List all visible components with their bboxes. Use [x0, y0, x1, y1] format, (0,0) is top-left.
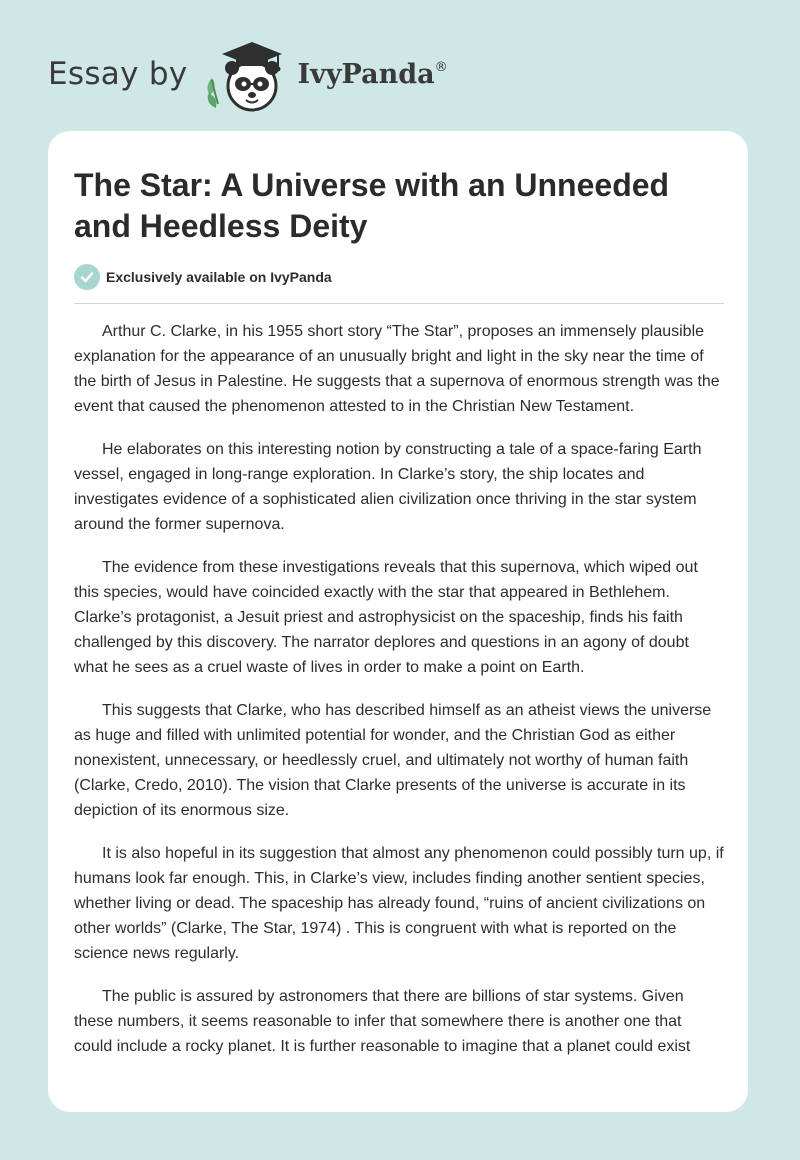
- paragraph: Arthur C. Clarke, in his 1955 short story “The Star”, proposes an immensely plausible explanation for the appearance of an unusually bright and light in the sky near the time of the birth of Jesus in Palestine. He suggests that a supernova of enormous strength was the event that caused the phenomenon attested to in the Christian New Testament.: [74, 323, 720, 415]
- paragraph: The evidence from these investigations reveals that this supernova, which wiped out this species, would have coincided exactly with the star that appeared in Bethlehem. Clarke’s protagonist, a Jesuit priest and astrophysicist on the spaceship, finds his faith challenged by this discovery. The narrator deplores and questions in an agony of doubt what he sees as a cruel waste of lives in order to make a point on Earth.: [74, 559, 698, 676]
- paragraph: This suggests that Clarke, who has described himself as an atheist views the universe as huge and filled with unlimited potential for wonder, and the Christian God as either nonexistent, unnecessary, or heedlessly cruel, and ultimately not worthy of human faith (Clarke, Credo, 2010). The vision that Clarke presents of the universe is accurate in its depiction of its enormous size.: [74, 702, 712, 819]
- essay-by-label: Essay by: [48, 56, 188, 92]
- page-title: The Star: A Universe with an Unneeded and Heedless Deity: [74, 167, 670, 244]
- panda-graduate-icon: [202, 34, 292, 114]
- paragraph: The public is assured by astronomers that there are billions of star systems. Given these numbers, it seems reasonable to infer that somewhere there is another one that could include a rocky planet. It is further reasonable to imagine that a planet could exist: [74, 988, 691, 1055]
- exclusive-badge: [74, 264, 332, 290]
- paragraph: It is also hopeful in its suggestion that almost any phenomenon could possibly turn up, if humans look far enough. This, in Clarke’s view, includes finding another sentient species, whether living or dead. The spaceship has already found, “ruins of ancient civilizations on other worlds” (Clarke, The Star, 1974) . This is congruent with what is reported on the science news regularly.: [74, 845, 724, 962]
- ivypanda-logo[interactable]: [202, 34, 448, 114]
- paragraph: He elaborates on this interesting notion by constructing a tale of a space-faring Earth vessel, engaged in long-range exploration. In Clarke’s story, the ship locates and investigates evidence of a sophisticated alien civilization once thriving in the star system around the former supernova.: [74, 441, 702, 533]
- exclusive-label: Exclusively available on IvyPanda: [106, 269, 332, 285]
- article-body: [74, 319, 724, 1077]
- site-header: [48, 34, 448, 114]
- check-icon: [74, 264, 100, 290]
- divider: [74, 303, 724, 304]
- brand-name: IvyPanda®: [297, 58, 448, 90]
- essay-card: [48, 131, 748, 1112]
- registered-mark: ®: [434, 59, 448, 75]
